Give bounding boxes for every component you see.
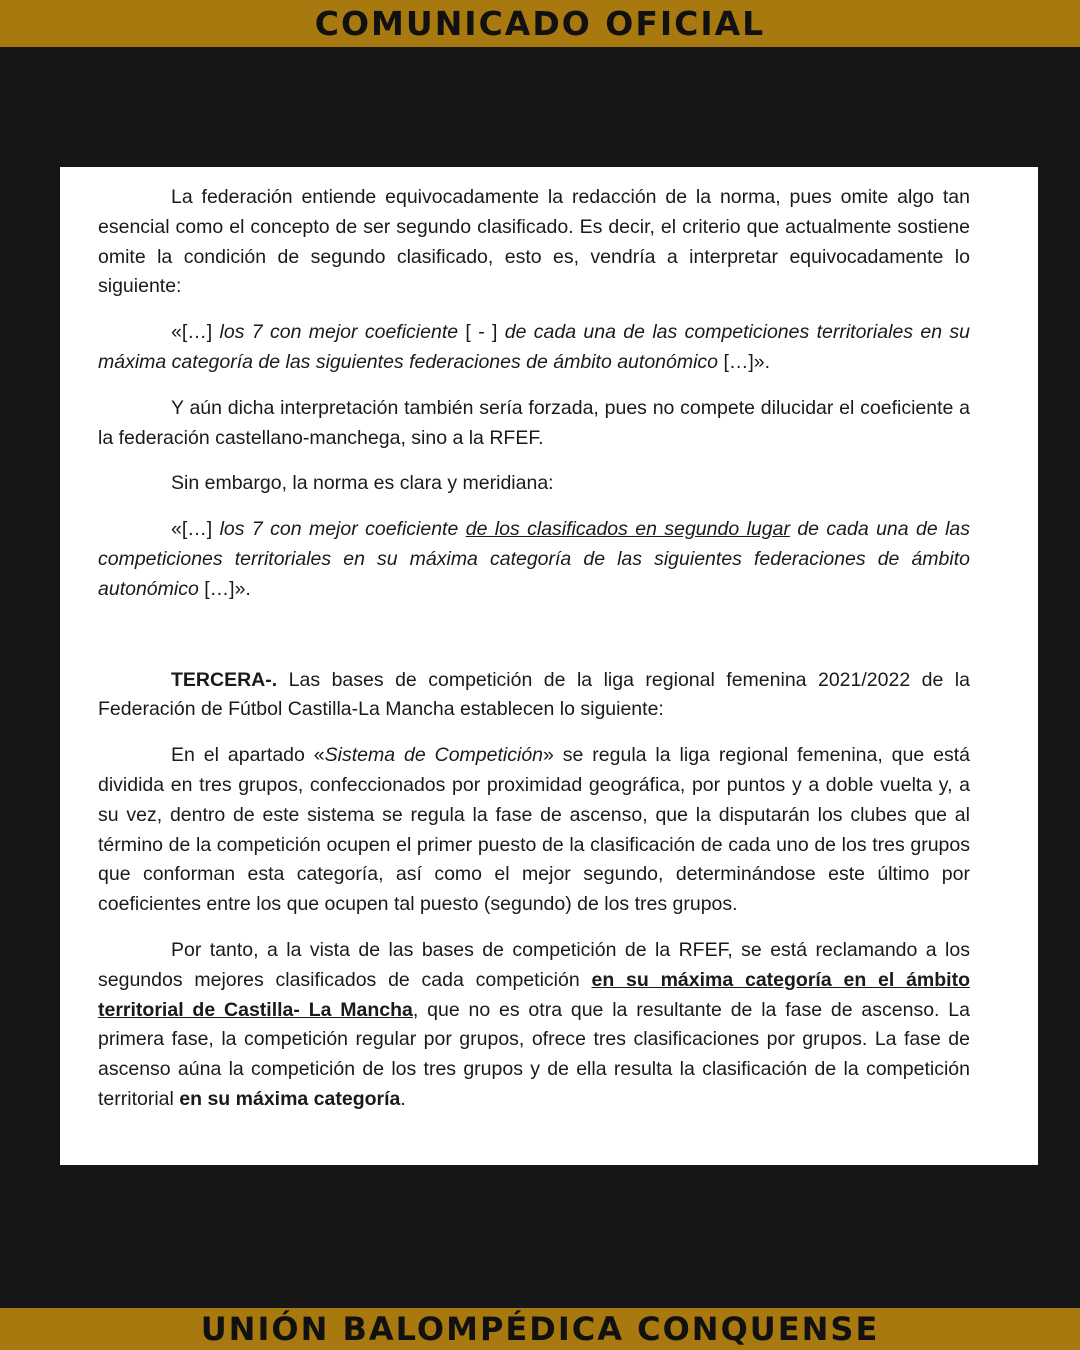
tercera-heading: TERCERA-. xyxy=(171,668,278,691)
conclusion-end: . xyxy=(400,1087,406,1110)
quote-2-underlined: de los clasificados en segundo lugar xyxy=(465,518,790,541)
document-page xyxy=(60,167,1038,1165)
header-banner xyxy=(0,0,1080,47)
conclusion-bold-end: en su máxima categoría xyxy=(179,1087,401,1110)
conclusion-bold-underlined: en su máxima categoría en el ámbito territorial de Castilla- La Mancha xyxy=(98,968,970,1021)
quote-1 xyxy=(98,318,970,378)
quote-2-italic-2: de cada una de las competiciones territoriales en su máxima categoría de las siguientes federaciones de ámbito autonómico xyxy=(98,518,970,600)
paragraph-2: Y aún dicha interpretación también sería forzada, pues no compete dilucidar el coeficiente a la federación castellano-manchega, sino a la RFEF. xyxy=(98,396,970,449)
quote-2-open: «[…] xyxy=(171,518,220,541)
paragraph-tercera xyxy=(98,666,970,726)
paragraph-1: La federación entiende equivocadamente la redacción de la norma, pues omite algo tan esencial como el concepto de ser segundo clasificado. Es decir, el criterio que actualmente sostiene omite la condición de segundo clasificado, esto es, vendría a interpretar equivocadamente lo siguiente: xyxy=(98,186,970,298)
quote-2-close: […]». xyxy=(198,577,251,600)
quote-2 xyxy=(98,515,970,604)
section-spacer xyxy=(98,621,970,666)
quote-1-italic-1: los 7 con mejor coeficiente xyxy=(219,321,459,344)
sistema-after: » se regula la liga regional femenina, que está dividida en tres grupos, confeccionados por proximidad geográfica, por puntos y a doble vuelta y, a su vez, dentro de este sistema se regula la fase de ascenso, que la disputarán los clubes que al término de la competición ocupen el primer puesto de la clasificación de cada uno de los tres grupos que conforman esta categoría, así como el mejor segundo, determinándose este último por coeficientes entre los que ocupen tal puesto (segundo) de los tres grupos. xyxy=(98,744,971,916)
paragraph-3: Sin embargo, la norma es clara y meridiana: xyxy=(171,472,554,495)
quote-1-bracket: [ - ] xyxy=(458,321,505,344)
paragraph-sistema xyxy=(98,741,970,920)
footer-banner xyxy=(0,1308,1080,1350)
header-title: COMUNICADO OFICIAL xyxy=(314,4,766,43)
paragraph-conclusion xyxy=(98,936,970,1115)
quote-2-italic-1: los 7 con mejor coeficiente xyxy=(219,518,466,541)
conclusion-middle: , que no es otra que la resultante de la fase de ascenso. La primera fase, la competición regular por grupos, ofrece tres clasificaciones por grupos. La fase de ascenso aúna la competición de los tres grupos y de ella resulta la clasificación de la competición territorial xyxy=(98,998,970,1110)
tercera-text: Las bases de competición de la liga regional femenina 2021/2022 de la Federación de Fútbol Castilla-La Mancha establecen lo siguiente: xyxy=(98,668,970,721)
sistema-before: En el apartado « xyxy=(171,744,325,767)
quote-1-italic-2: de cada una de las competiciones territoriales en su máxima categoría de las siguientes federaciones de ámbito autonómico xyxy=(98,321,970,373)
quote-1-open: «[…] xyxy=(171,321,220,344)
quote-1-close: […]». xyxy=(718,350,771,373)
conclusion-before: Por tanto, a la vista de las bases de competición de la RFEF, se está reclamando a los segundos mejores clasificados de cada competición xyxy=(98,938,970,991)
sistema-italic: Sistema de Competición xyxy=(324,744,544,767)
footer-title: UNIÓN BALOMPÉDICA CONQUENSE xyxy=(200,1310,880,1348)
